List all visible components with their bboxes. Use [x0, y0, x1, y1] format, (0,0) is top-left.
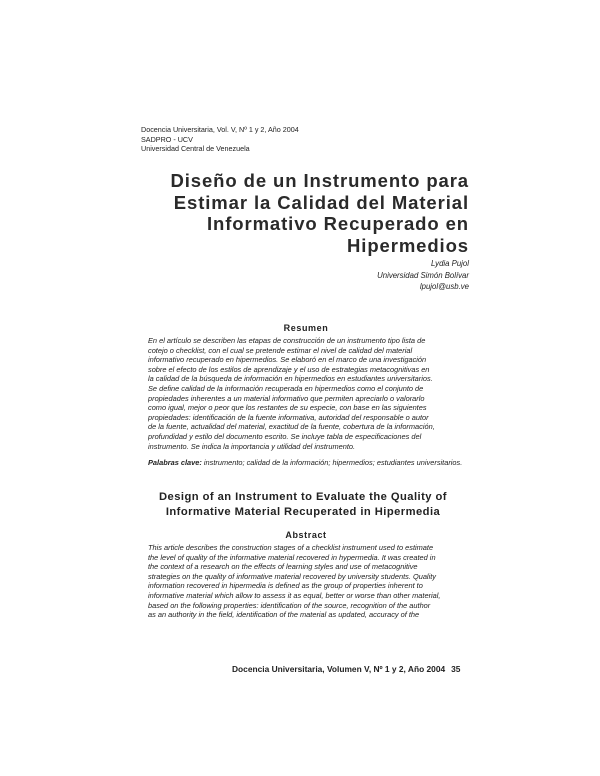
- keywords: [148, 458, 466, 468]
- abstract-line: strategies on the quality of informative material recovered by university students. Quality: [148, 571, 436, 581]
- keywords-text: instrumento; calidad de la información; hipermedios; estudiantes universitarios.: [201, 458, 463, 467]
- title-line: Estimar la Calidad del Material: [173, 191, 469, 213]
- resumen-line: cotejo o checklist, con el cual se pretende estimar el nivel de calidad del material: [148, 345, 413, 355]
- abstract-line: as an authority in the field, identification of the material as updated, accuracy of the: [148, 610, 420, 620]
- abstract-body: [148, 543, 466, 620]
- abstract-line: the context of a research on the effects of learning styles and use of metacognitive: [148, 562, 418, 572]
- journal-header: [141, 125, 299, 154]
- article-title-spanish: [129, 170, 469, 256]
- journal-citation: Docencia Universitaria, Vol. V, Nº 1 y 2, Año 2004: [141, 125, 299, 134]
- publisher: SADPRO - UCV: [141, 134, 193, 144]
- title-line: Hipermedios: [347, 234, 469, 256]
- resumen-body: [148, 336, 466, 451]
- abstract-line: the level of quality of the informative material recovered in hypermedia. It was created in: [148, 552, 436, 562]
- resumen-line: de la fuente, actualidad del material, exactitud de la fuente, cobertura de la información,: [148, 422, 435, 432]
- resumen-line: propiedades inherentes a un material informativo que permiten apreciarlo o valorarlo: [148, 393, 425, 403]
- author-affiliation: Universidad Simón Bolívar: [377, 270, 469, 280]
- author-block: [377, 258, 469, 293]
- resumen-line: instrumento. Se indica la importancia y utilidad del instrumento.: [148, 441, 356, 451]
- resumen-line: como igual, mejor o peor que los restantes de su especie, con base en las siguientes: [148, 403, 427, 413]
- page-number: 35: [451, 664, 461, 674]
- abstract-line: information recovered in hipermedia is defined as the group of properties inherent to: [148, 581, 423, 591]
- article-title-english: [140, 490, 466, 519]
- abstract-heading: Abstract: [285, 530, 327, 540]
- keywords-label: Palabras clave:: [148, 458, 202, 467]
- title-line: Informative Material Recuperated in Hipermedia: [165, 505, 441, 518]
- abstract-line: based on the following properties: identification of the source, recognition of the author: [148, 600, 431, 610]
- page-footer: [232, 664, 460, 674]
- footer-journal: Docencia Universitaria, Volumen V, Nº 1 y 2, Año 2004: [232, 664, 446, 674]
- resumen-line: sobre el efecto de los estilos de aprendizaje y el uso de estrategias metacognitivas en: [148, 364, 430, 374]
- author-name: Lydia Pujol: [430, 259, 469, 268]
- title-line: Design of an Instrument to Evaluate the Quality of: [159, 491, 447, 503]
- abstract-line: This article describes the construction stages of a checklist instrument used to estimate: [148, 543, 434, 552]
- resumen-line: profundidad y estilo del documento escrito. Se incluye tabla de especificaciones del: [148, 431, 422, 441]
- resumen-line: Se define calidad de la información recuperada en hipermedios como el conjunto de: [148, 383, 424, 393]
- resumen-line: informativo recuperado en hipermedios. Se elaboró en el marco de una investigación: [148, 355, 427, 365]
- institution: Universidad Central de Venezuela: [141, 144, 250, 153]
- abstract-line: informative material which allow to assess it as equal, better or worse than other material,: [148, 590, 441, 600]
- title-line: Diseño de un Instrumento para: [170, 170, 469, 191]
- resumen-line: la calidad de la búsqueda de información en hipermedios en estudiantes universitarios.: [148, 374, 433, 384]
- author-email: lpujol@usb.ve: [419, 282, 469, 291]
- resumen-line: propiedades: identificación de la fuente informativa, autoridad del responsable o autor: [148, 412, 429, 422]
- resumen-line: En el artículo se describen las etapas de construcción de un instrumento tipo lista de: [148, 336, 426, 345]
- resumen-heading: Resumen: [283, 323, 329, 333]
- title-line: Informativo Recuperado en: [206, 213, 469, 234]
